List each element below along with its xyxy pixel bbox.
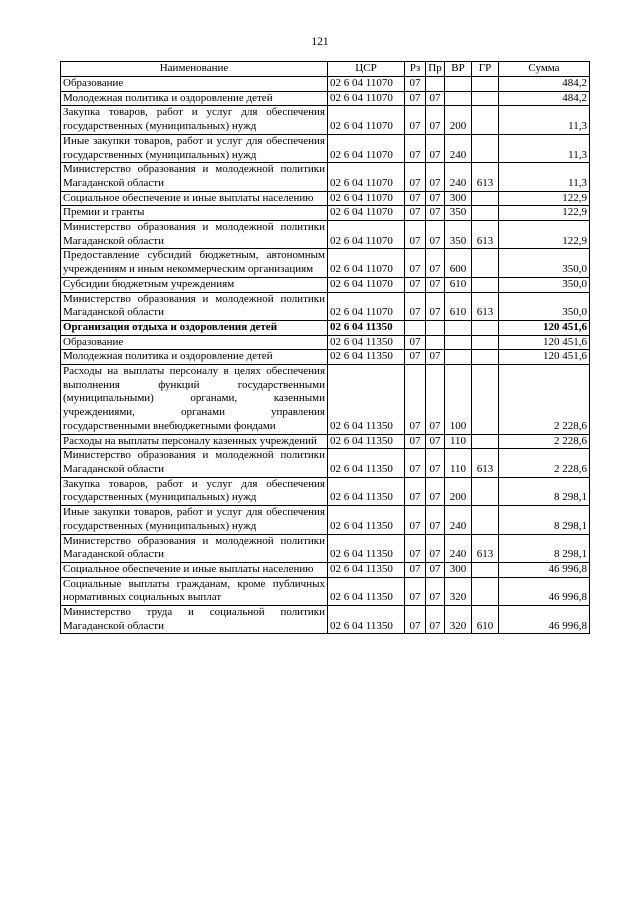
cell-vr: 200 <box>445 106 472 134</box>
cell-name: Министерство труда и социальной политики Магаданской области <box>61 606 328 634</box>
table-row <box>61 277 590 292</box>
cell-vr: 610 <box>445 292 472 320</box>
table-row <box>61 191 590 206</box>
cell-vr <box>445 77 472 92</box>
cell-vr: 100 <box>445 365 472 435</box>
table-row <box>61 249 590 277</box>
cell-name: Организация отдыха и оздоровления детей <box>61 320 328 335</box>
cell-name: Министерство образования и молодежной политики Магаданской области <box>61 163 328 191</box>
cell-rz: 07 <box>405 191 426 206</box>
cell-pr: 07 <box>426 191 445 206</box>
cell-csr: 02 6 04 11070 <box>328 163 405 191</box>
cell-sum: 120 451,6 <box>499 335 590 350</box>
header-pr: Пр <box>426 62 445 77</box>
cell-vr: 240 <box>445 134 472 162</box>
cell-csr: 02 6 04 11350 <box>328 606 405 634</box>
cell-pr: 07 <box>426 249 445 277</box>
cell-sum: 350,0 <box>499 249 590 277</box>
cell-gr <box>472 350 499 365</box>
cell-vr: 320 <box>445 606 472 634</box>
cell-gr: 613 <box>472 163 499 191</box>
cell-pr <box>426 335 445 350</box>
cell-pr: 07 <box>426 350 445 365</box>
cell-gr <box>472 206 499 221</box>
cell-name: Министерство образования и молодежной политики Магаданской области <box>61 292 328 320</box>
cell-sum: 11,3 <box>499 134 590 162</box>
cell-gr: 613 <box>472 449 499 477</box>
header-name: Наименование <box>61 62 328 77</box>
cell-sum: 8 298,1 <box>499 477 590 505</box>
cell-sum: 11,3 <box>499 163 590 191</box>
cell-rz: 07 <box>405 134 426 162</box>
cell-csr: 02 6 04 11350 <box>328 534 405 562</box>
budget-table <box>60 61 590 634</box>
cell-rz: 07 <box>405 292 426 320</box>
cell-pr: 07 <box>426 163 445 191</box>
header-vr: ВР <box>445 62 472 77</box>
cell-csr: 02 6 04 11350 <box>328 320 405 335</box>
cell-rz: 07 <box>405 163 426 191</box>
cell-sum: 2 228,6 <box>499 449 590 477</box>
cell-gr <box>472 562 499 577</box>
cell-gr <box>472 335 499 350</box>
cell-gr <box>472 365 499 435</box>
cell-pr: 07 <box>426 134 445 162</box>
cell-csr: 02 6 04 11070 <box>328 77 405 92</box>
header-rz: Рз <box>405 62 426 77</box>
cell-gr <box>472 134 499 162</box>
cell-pr: 07 <box>426 534 445 562</box>
cell-vr <box>445 350 472 365</box>
cell-sum: 46 996,8 <box>499 562 590 577</box>
cell-csr: 02 6 04 11350 <box>328 350 405 365</box>
cell-rz: 07 <box>405 77 426 92</box>
cell-gr <box>472 577 499 605</box>
cell-vr: 110 <box>445 434 472 449</box>
cell-gr <box>472 77 499 92</box>
cell-rz: 07 <box>405 277 426 292</box>
cell-sum: 2 228,6 <box>499 434 590 449</box>
cell-rz: 07 <box>405 335 426 350</box>
table-header-row <box>61 62 590 77</box>
cell-vr: 610 <box>445 277 472 292</box>
table-row <box>61 221 590 249</box>
cell-vr: 350 <box>445 221 472 249</box>
cell-name: Министерство образования и молодежной политики Магаданской области <box>61 221 328 249</box>
table-row <box>61 562 590 577</box>
cell-pr: 07 <box>426 562 445 577</box>
cell-sum: 46 996,8 <box>499 577 590 605</box>
cell-name: Иные закупки товаров, работ и услуг для обеспечения государственных (муниципальных) нужд <box>61 134 328 162</box>
cell-csr: 02 6 04 11070 <box>328 134 405 162</box>
cell-gr: 613 <box>472 292 499 320</box>
cell-name: Социальные выплаты гражданам, кроме публичных нормативных социальных выплат <box>61 577 328 605</box>
cell-vr: 300 <box>445 562 472 577</box>
cell-csr: 02 6 04 11350 <box>328 449 405 477</box>
cell-pr: 07 <box>426 292 445 320</box>
cell-pr: 07 <box>426 477 445 505</box>
cell-gr <box>472 191 499 206</box>
cell-vr: 240 <box>445 534 472 562</box>
cell-gr <box>472 477 499 505</box>
cell-vr: 240 <box>445 506 472 534</box>
cell-rz: 07 <box>405 477 426 505</box>
cell-name: Министерство образования и молодежной политики Магаданской области <box>61 534 328 562</box>
cell-name: Молодежная политика и оздоровление детей <box>61 350 328 365</box>
cell-rz: 07 <box>405 449 426 477</box>
cell-csr: 02 6 04 11070 <box>328 249 405 277</box>
cell-pr: 07 <box>426 206 445 221</box>
cell-csr: 02 6 04 11070 <box>328 106 405 134</box>
table-row <box>61 477 590 505</box>
cell-name: Министерство образования и молодежной политики Магаданской области <box>61 449 328 477</box>
cell-name: Закупка товаров, работ и услуг для обеспечения государственных (муниципальных) нужд <box>61 477 328 505</box>
cell-pr: 07 <box>426 434 445 449</box>
cell-rz: 07 <box>405 206 426 221</box>
cell-name: Иные закупки товаров, работ и услуг для обеспечения государственных (муниципальных) нужд <box>61 506 328 534</box>
cell-sum: 122,9 <box>499 206 590 221</box>
table-row <box>61 434 590 449</box>
table-row <box>61 106 590 134</box>
cell-rz: 07 <box>405 506 426 534</box>
cell-csr: 02 6 04 11350 <box>328 506 405 534</box>
cell-pr <box>426 320 445 335</box>
cell-csr: 02 6 04 11350 <box>328 577 405 605</box>
cell-name: Социальное обеспечение и иные выплаты населению <box>61 562 328 577</box>
cell-pr <box>426 77 445 92</box>
cell-name: Расходы на выплаты персоналу казенных учреждений <box>61 434 328 449</box>
table-row <box>61 91 590 106</box>
cell-pr: 07 <box>426 277 445 292</box>
cell-pr: 07 <box>426 106 445 134</box>
cell-vr: 600 <box>445 249 472 277</box>
cell-sum: 350,0 <box>499 277 590 292</box>
cell-csr: 02 6 04 11070 <box>328 277 405 292</box>
cell-csr: 02 6 04 11070 <box>328 292 405 320</box>
cell-gr <box>472 434 499 449</box>
cell-sum: 120 451,6 <box>499 320 590 335</box>
table-row <box>61 206 590 221</box>
cell-csr: 02 6 04 11350 <box>328 434 405 449</box>
cell-csr: 02 6 04 11070 <box>328 206 405 221</box>
table-row <box>61 606 590 634</box>
header-gr: ГР <box>472 62 499 77</box>
cell-csr: 02 6 04 11350 <box>328 335 405 350</box>
cell-sum: 484,2 <box>499 77 590 92</box>
cell-sum: 8 298,1 <box>499 534 590 562</box>
table-row <box>61 320 590 335</box>
table-row <box>61 163 590 191</box>
table-row <box>61 77 590 92</box>
cell-pr: 07 <box>426 365 445 435</box>
cell-sum: 8 298,1 <box>499 506 590 534</box>
cell-gr <box>472 320 499 335</box>
cell-vr: 240 <box>445 163 472 191</box>
cell-gr: 613 <box>472 534 499 562</box>
cell-sum: 2 228,6 <box>499 365 590 435</box>
cell-gr <box>472 106 499 134</box>
table-row <box>61 506 590 534</box>
cell-pr: 07 <box>426 577 445 605</box>
cell-sum: 484,2 <box>499 91 590 106</box>
cell-sum: 11,3 <box>499 106 590 134</box>
cell-sum: 120 451,6 <box>499 350 590 365</box>
cell-rz: 07 <box>405 434 426 449</box>
cell-name: Молодежная политика и оздоровление детей <box>61 91 328 106</box>
cell-name: Предоставление субсидий бюджетным, автономным учреждениям и иным некоммерческим организациям <box>61 249 328 277</box>
cell-csr: 02 6 04 11350 <box>328 477 405 505</box>
cell-vr <box>445 320 472 335</box>
table-row <box>61 292 590 320</box>
cell-pr: 07 <box>426 91 445 106</box>
cell-sum: 350,0 <box>499 292 590 320</box>
cell-pr: 07 <box>426 606 445 634</box>
cell-vr: 110 <box>445 449 472 477</box>
cell-name: Расходы на выплаты персоналу в целях обеспечения выполнения функций государственными (муниципальными) органами, казенными учреждениями, органами управления государственными внебюджетными фондами <box>61 365 328 435</box>
cell-rz: 07 <box>405 365 426 435</box>
cell-name: Образование <box>61 335 328 350</box>
cell-name: Социальное обеспечение и иные выплаты населению <box>61 191 328 206</box>
table-row <box>61 577 590 605</box>
cell-name: Субсидии бюджетным учреждениям <box>61 277 328 292</box>
cell-csr: 02 6 04 11350 <box>328 562 405 577</box>
cell-vr: 300 <box>445 191 472 206</box>
cell-gr: 613 <box>472 221 499 249</box>
table-row <box>61 534 590 562</box>
cell-vr <box>445 335 472 350</box>
cell-rz: 07 <box>405 249 426 277</box>
cell-csr: 02 6 04 11070 <box>328 91 405 106</box>
table-body <box>61 77 590 634</box>
cell-rz: 07 <box>405 606 426 634</box>
cell-name: Образование <box>61 77 328 92</box>
cell-name: Закупка товаров, работ и услуг для обеспечения государственных (муниципальных) нужд <box>61 106 328 134</box>
cell-vr: 200 <box>445 477 472 505</box>
cell-rz: 07 <box>405 91 426 106</box>
header-csr: ЦСР <box>328 62 405 77</box>
cell-vr: 320 <box>445 577 472 605</box>
cell-sum: 46 996,8 <box>499 606 590 634</box>
header-sum: Сумма <box>499 62 590 77</box>
cell-gr <box>472 506 499 534</box>
cell-rz: 07 <box>405 350 426 365</box>
cell-rz <box>405 320 426 335</box>
cell-pr: 07 <box>426 506 445 534</box>
cell-rz: 07 <box>405 562 426 577</box>
table-row <box>61 449 590 477</box>
table-row <box>61 350 590 365</box>
cell-gr: 610 <box>472 606 499 634</box>
cell-pr: 07 <box>426 449 445 477</box>
cell-name: Премии и гранты <box>61 206 328 221</box>
cell-rz: 07 <box>405 106 426 134</box>
cell-sum: 122,9 <box>499 221 590 249</box>
cell-gr <box>472 91 499 106</box>
page-number: 121 <box>311 36 329 48</box>
table-row <box>61 365 590 435</box>
cell-sum: 122,9 <box>499 191 590 206</box>
cell-csr: 02 6 04 11070 <box>328 221 405 249</box>
cell-gr <box>472 249 499 277</box>
cell-pr: 07 <box>426 221 445 249</box>
cell-gr <box>472 277 499 292</box>
table-row <box>61 134 590 162</box>
table-row <box>61 335 590 350</box>
cell-rz: 07 <box>405 577 426 605</box>
cell-vr <box>445 91 472 106</box>
cell-csr: 02 6 04 11350 <box>328 365 405 435</box>
cell-rz: 07 <box>405 534 426 562</box>
cell-rz: 07 <box>405 221 426 249</box>
cell-vr: 350 <box>445 206 472 221</box>
cell-csr: 02 6 04 11070 <box>328 191 405 206</box>
